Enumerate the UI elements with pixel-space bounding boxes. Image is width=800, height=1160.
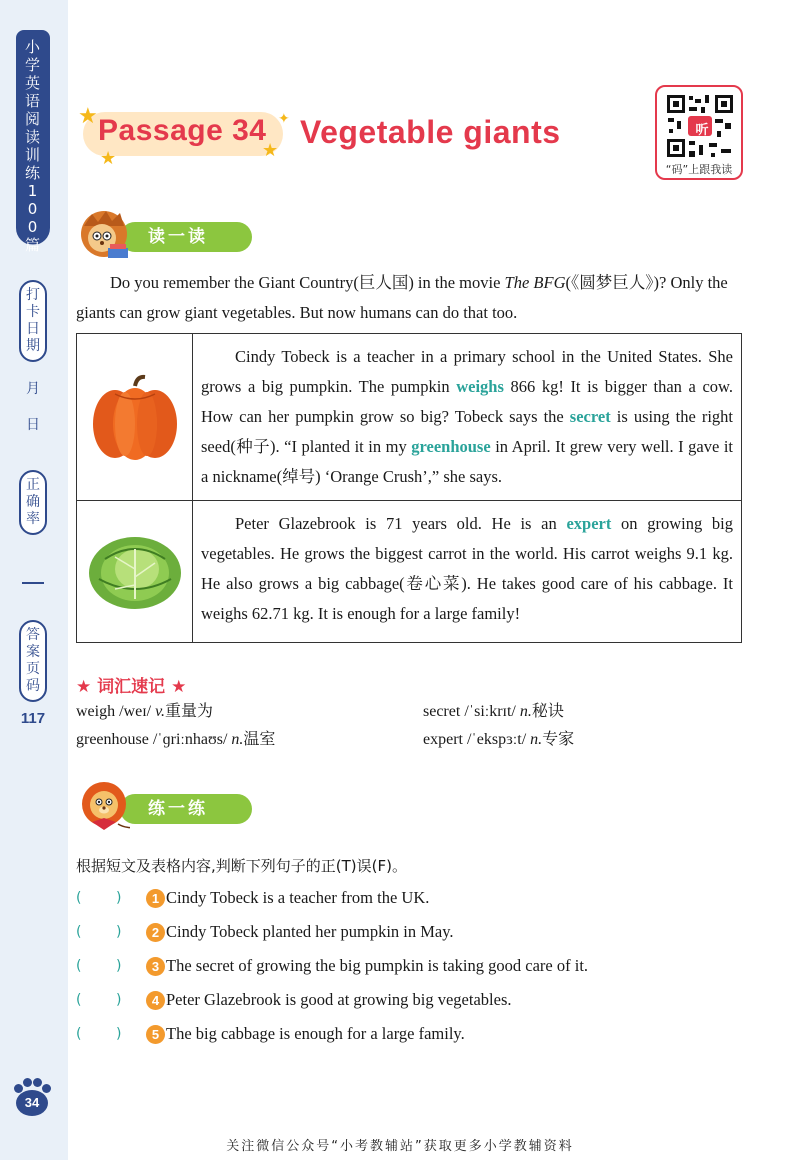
passage-number: Passage 34: [98, 114, 267, 147]
vocab-item: [76, 698, 213, 726]
pumpkin-story-text: [201, 342, 733, 492]
star-icon: ★: [100, 148, 117, 169]
cabbage-story-text: [201, 509, 733, 629]
page-number: 34: [16, 1090, 48, 1116]
answer-blank-open[interactable]: (: [76, 924, 82, 940]
vocab-ipa: /weɪ/: [115, 703, 156, 720]
qr-caption: “码”上跟我读: [665, 163, 733, 176]
keyword-weighs: weighs: [456, 377, 504, 396]
answer-blank-close[interactable]: ): [116, 1026, 122, 1042]
paw-toe: [42, 1084, 51, 1093]
vocab-item: [76, 726, 275, 754]
table-row: [77, 334, 741, 501]
vocab-meaning: 温室: [243, 731, 276, 748]
hedgehog-mascot-icon: [78, 208, 130, 260]
cabbage-image-cell: [77, 501, 193, 642]
keyword-secret: secret: [569, 407, 611, 426]
intro-paragraph: [76, 268, 756, 328]
answer-blank-close[interactable]: ): [116, 924, 122, 940]
question-number: 3: [146, 957, 165, 976]
keyword-expert: expert: [566, 514, 612, 533]
question-number: 2: [146, 923, 165, 942]
question-number: 1: [146, 889, 165, 908]
accuracy-text: 正确率: [26, 477, 40, 527]
vocab-item: [423, 698, 564, 726]
read-section-label: 读一读: [120, 222, 252, 252]
day-label: 日: [26, 417, 40, 433]
sidebar: [0, 0, 68, 1160]
question-row: [76, 985, 736, 1015]
vocab-word: greenhouse: [76, 731, 149, 748]
story-text: is using the right seed(种子). “I planted it in my: [201, 407, 733, 456]
vocab-meaning: 专家: [542, 731, 575, 748]
qr-code-listen[interactable]: [655, 85, 743, 180]
accuracy-label: [19, 470, 47, 535]
answer-page-label: [19, 620, 47, 702]
intro-text-1: Do you remember the Giant Country(巨人国) in the movie: [110, 273, 505, 292]
passage-title: Vegetable giants: [300, 114, 561, 150]
story-text: in April. It grew very well. I gave it a nickname(绰号) ‘Orange Crush’,” she says.: [201, 437, 733, 486]
story-text: Cindy Tobeck is a teacher in a primary school in the United States. She grows a big pumpkin. The pumpkin: [201, 347, 733, 396]
book-title-tab: [16, 30, 50, 254]
star-icon: ★: [262, 140, 279, 161]
paw-toe: [23, 1078, 32, 1087]
divider: [22, 582, 44, 584]
star-icon: ✦: [278, 111, 290, 127]
intro-text-2: (《圆梦巨人》)? Only the giants can grow giant vegetables. But now humans can do that too.: [76, 273, 728, 322]
answer-blank-open[interactable]: (: [76, 958, 82, 974]
answer-blank-open[interactable]: (: [76, 992, 82, 1008]
question-row: [76, 951, 736, 981]
vocab-title: ★ 词汇速记 ★: [76, 677, 187, 697]
qr-listen-label: 听: [695, 123, 709, 138]
question-text: Cindy Tobeck planted her pumpkin in May.: [166, 922, 454, 941]
vocab-meaning: 秘诀: [531, 703, 564, 720]
vocab-pos: n.: [530, 731, 543, 748]
vocab-ipa: /ˈekspɜːt/: [462, 731, 531, 748]
answer-blank-open[interactable]: (: [76, 890, 82, 906]
answer-blank-open[interactable]: (: [76, 1026, 82, 1042]
vocab-meaning: 重量为: [165, 703, 214, 720]
movie-title: The BFG: [504, 273, 566, 292]
book-title: 小学英语阅读训练100篇: [24, 38, 41, 254]
answer-page-text: 答案页码: [26, 627, 40, 694]
pumpkin-image-cell: [77, 334, 193, 500]
question-row: [76, 1019, 736, 1049]
question-row: [76, 883, 736, 913]
vocab-ipa: /ˈɡriːnhaʊs/: [148, 731, 232, 748]
vocab-word: weigh: [76, 703, 116, 720]
answer-page-number: 117: [20, 710, 46, 727]
vocab-item: [423, 726, 574, 754]
answer-blank-close[interactable]: ): [116, 992, 122, 1008]
star-icon: ★: [78, 104, 98, 129]
question-text: Peter Glazebrook is good at growing big vegetables.: [166, 990, 512, 1009]
vocab-pos: v.: [155, 703, 166, 720]
vocab-pos: n.: [231, 731, 244, 748]
question-text: Cindy Tobeck is a teacher from the UK.: [166, 888, 430, 907]
cabbage-icon: [85, 529, 185, 613]
vocab-pos: n.: [519, 703, 532, 720]
footer-note: 关注微信公众号“小考教辅站”获取更多小学教辅资料: [226, 1139, 574, 1154]
answer-blank-close[interactable]: ): [116, 890, 122, 906]
page-number-badge: [12, 1078, 52, 1118]
practice-section-label: 练一练: [120, 794, 252, 824]
checkin-date-label: [19, 280, 47, 362]
question-text: The big cabbage is enough for a large family.: [166, 1024, 465, 1043]
keyword-greenhouse: greenhouse: [411, 437, 491, 456]
passage-header: [78, 100, 638, 180]
exercise-instruction: 根据短文及表格内容,判断下列句子的正(T)误(F)。: [76, 857, 407, 875]
vocab-word: expert: [423, 731, 463, 748]
story-table: [76, 333, 742, 643]
story-text: Peter Glazebrook is 71 years old. He is an: [235, 514, 567, 533]
lion-mascot-icon: [78, 780, 130, 832]
month-label: 月: [26, 381, 40, 397]
question-number: 4: [146, 991, 165, 1010]
question-number: 5: [146, 1025, 165, 1044]
paw-toe: [33, 1078, 42, 1087]
checkin-date-text: 打卡日期: [26, 287, 40, 354]
story-text: 866 kg! It is bigger than a cow. How can her pumpkin grow so big? Tobeck says the: [201, 377, 733, 426]
vocab-word: secret: [423, 703, 461, 720]
question-row: [76, 917, 736, 947]
answer-blank-close[interactable]: ): [116, 958, 122, 974]
vocab-ipa: /ˈsiːkrɪt/: [460, 703, 520, 720]
table-row: [77, 501, 741, 642]
pumpkin-icon: [85, 374, 185, 464]
question-text: The secret of growing the big pumpkin is taking good care of it.: [166, 956, 589, 975]
story-text: on growing big vegetables. He grows the biggest carrot in the world. His carrot weighs 9.1 kg. He also grows a big cabbage(卷心菜). He takes good care of his cabbage. It weighs 62.71 kg. It is enough for a large family!: [201, 514, 733, 623]
